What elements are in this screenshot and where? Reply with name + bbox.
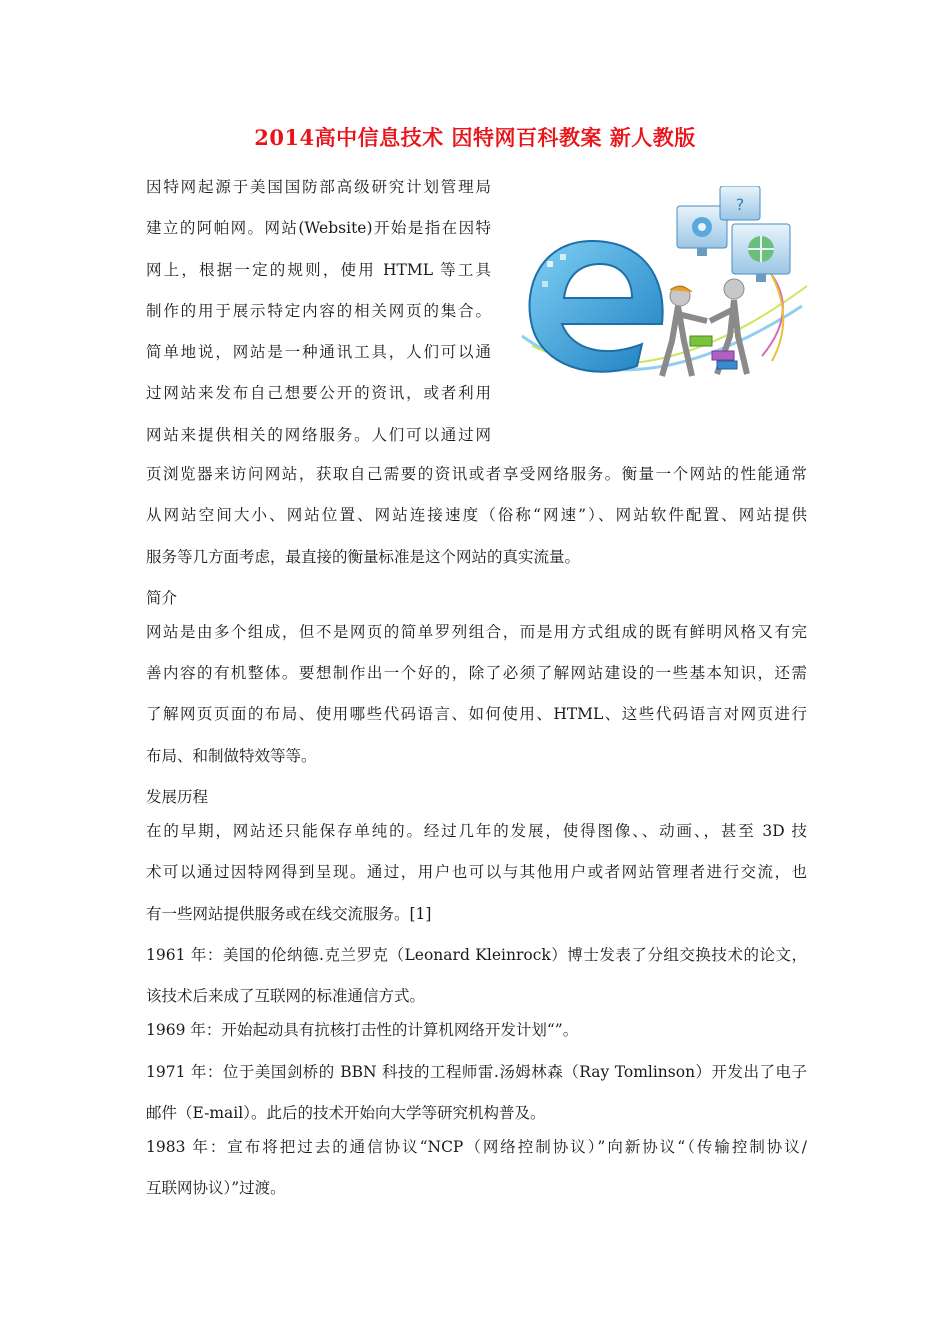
timeline-line: 互联网协议）”过渡。	[146, 1179, 286, 1198]
timeline-line: 1961 年：美国的伦纳德.克兰罗克（Leonard Kleinrock）博士发表了分组交换技术的论文，	[146, 945, 807, 964]
section-heading-intro: 简介	[146, 588, 178, 607]
text-line: 善内容的有机整体。要想制作出一个好的，除了必须了解网站建设的一些基本知识，还需	[146, 664, 807, 683]
text-line: 因特网起源于美国国防部高级研究计划管理局	[146, 178, 491, 196]
text-line: 制作的用于展示特定内容的相关网页的集合。	[146, 301, 491, 320]
text-line: 了解网页页面的布局、使用哪些代码语言、如何使用、HTML、这些代码语言对网页进行	[146, 705, 807, 724]
text-line: 术可以通过因特网得到呈现。通过，用户也可以与其他用户或者网站管理者进行交流，也	[146, 863, 807, 882]
text-line: 网站是由多个组成，但不是网页的简单罗列组合，而是用方式组成的既有鲜明风格又有完	[146, 622, 807, 641]
text-line: 网上，根据一定的规则，使用 HTML 等工具	[146, 260, 491, 279]
timeline-line: 该技术后来成了互联网的标准通信方式。	[146, 987, 426, 1006]
text-line: 页浏览器来访问网站，获取自己需要的资讯或者享受网络服务。衡量一个网站的性能通常	[146, 465, 807, 483]
text-line: 在的早期，网站还只能保存单纯的。经过几年的发展，使得图像、、动画、，甚至 3D 技	[146, 822, 807, 841]
intro-wrapped-paragraph	[146, 175, 491, 464]
text-line: 从网站空间大小、网站位置、网站连接速度（俗称“网速”）、网站软件配置、网站提供	[146, 506, 807, 525]
text-line: 建立的阿帕网。网站(Website)开始是指在因特	[146, 219, 491, 238]
svg-text:?: ?	[735, 195, 745, 214]
timeline-line: 1971 年：位于美国剑桥的 BBN 科技的工程师雷.汤姆林森（Ray Tomlinson）开发出了电子	[146, 1062, 807, 1081]
intro-full-paragraph	[146, 462, 807, 1217]
text-line: 服务等几方面考虑，最直接的衡量标准是这个网站的真实流量。	[146, 547, 581, 566]
ie-e-logo-icon	[530, 241, 663, 372]
timeline-line: 邮件（E-mail）。此后的技术开始向大学等研究机构普及。	[146, 1103, 546, 1122]
text-line: 有一些网站提供服务或在线交流服务。[1]	[146, 904, 432, 923]
document-title: 2014高中信息技术 因特网百科教案 新人教版	[254, 125, 696, 150]
internet-illustration	[512, 186, 812, 396]
text-line: 简单地说，网站是一种通讯工具，人们可以通	[146, 343, 491, 362]
timeline-line: 1983 年：宣布将把过去的通信协议“NCP（网络控制协议）”向新协议“（传输控制协议/	[146, 1137, 807, 1156]
text-line: 过网站来发布自己想要公开的资讯，或者利用	[146, 384, 491, 403]
timeline-line: 1969 年：开始起动具有抗核打击性的计算机网络开发计划“”。	[146, 1021, 579, 1040]
help-monitor-icon	[720, 186, 760, 220]
section-heading-history: 发展历程	[146, 788, 209, 807]
text-line: 布局、和制做特效等等。	[146, 746, 317, 765]
text-line: 网站来提供相关的网络服务。人们可以通过网	[146, 425, 491, 444]
globe-monitor-icon	[732, 224, 790, 282]
